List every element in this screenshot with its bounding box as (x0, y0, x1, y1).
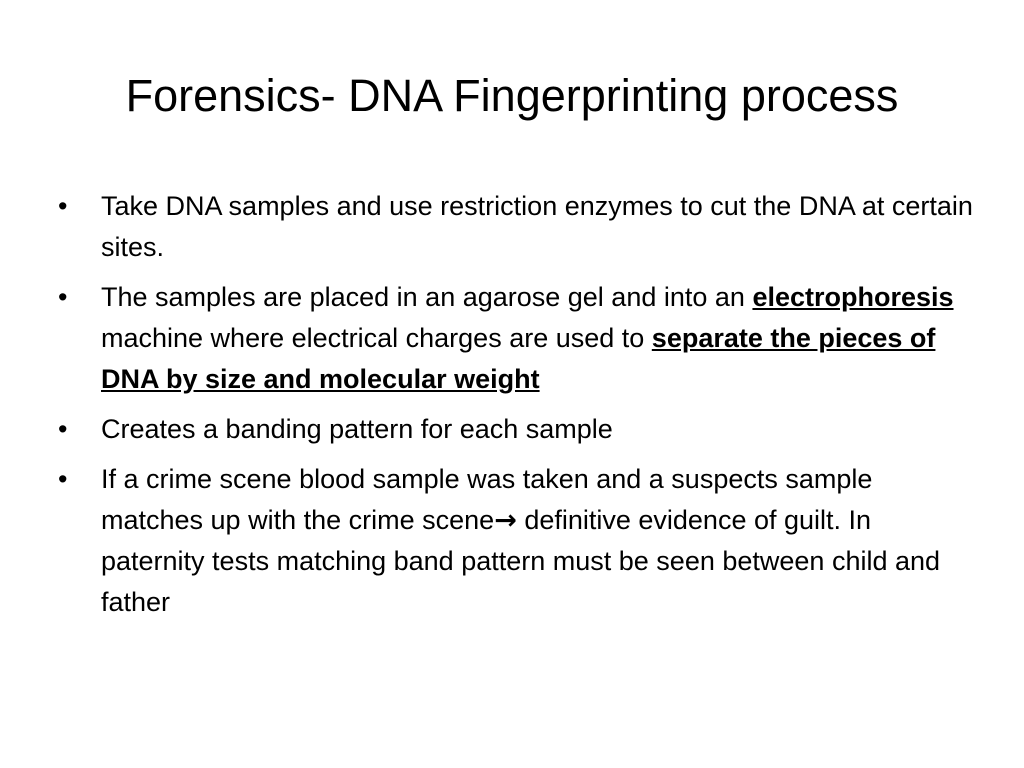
emphasis-separate-dna: separate the pieces of DNA by size and molecular weight (101, 323, 936, 394)
bullet-item-4 (58, 459, 976, 623)
bullet-icon: • (58, 191, 68, 221)
emphasis-electrophoresis: electrophoresis (752, 282, 954, 312)
bullet-text: Take DNA samples and use restriction enzymes to cut the DNA at certain sites. (101, 191, 973, 262)
bullet-icon: • (58, 282, 68, 312)
bullet-icon: • (58, 464, 68, 494)
bullet-text-after: definitive evidence of guilt. In paternity tests matching band pattern must be seen between child and father (101, 505, 941, 617)
bullet-icon: • (58, 414, 68, 444)
right-arrow-icon: → (494, 505, 517, 536)
bullet-item-2 (58, 277, 976, 400)
bullet-text-middle: machine where electrical charges are used to (101, 323, 652, 353)
bullet-text-before: The samples are placed in an agarose gel and into an (101, 282, 753, 312)
bullet-item-1 (58, 186, 976, 268)
slide-title: Forensics- DNA Fingerprinting process (125, 70, 899, 121)
bullet-list (58, 186, 976, 632)
bullet-text: Creates a banding pattern for each sample (101, 414, 613, 444)
bullet-text-before: If a crime scene blood sample was taken and a suspects sample matches up with the crime scene (101, 464, 873, 535)
bullet-item-3 (58, 409, 976, 450)
